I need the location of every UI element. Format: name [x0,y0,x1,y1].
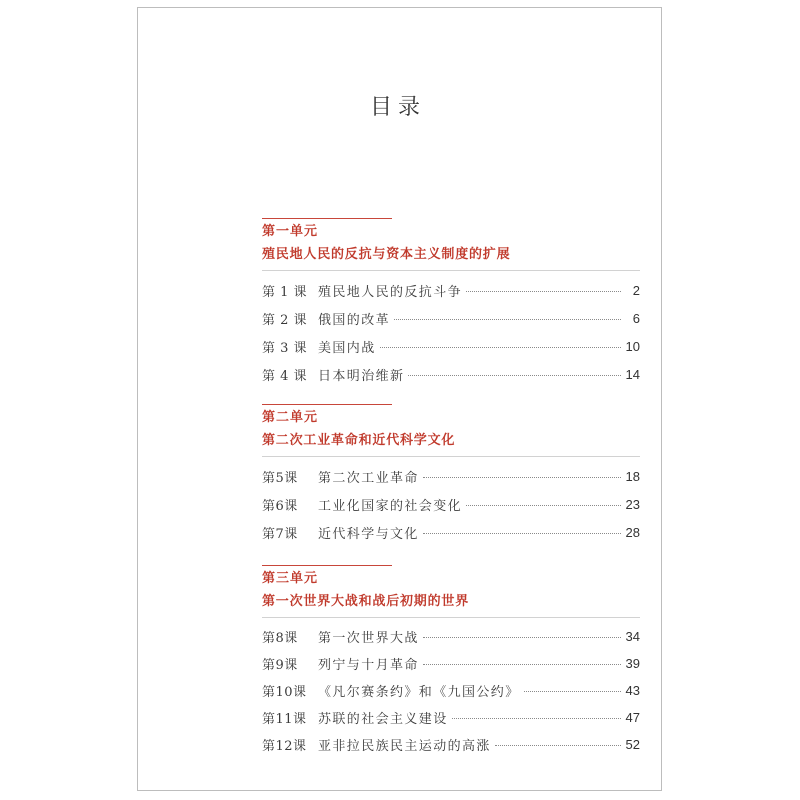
lesson-number: 第12课 [262,739,307,754]
page-number: 10 [625,338,640,354]
dot-leader [408,375,620,376]
page-number: 14 [625,366,640,382]
lesson-number: 第11课 [262,712,307,727]
lesson-title: 俄国的改革 [318,312,391,328]
lesson-title: 《凡尔赛条约》和《九国公约》 [318,685,520,700]
dot-leader [423,477,621,478]
lesson-number: 第9课 [262,658,298,673]
unit-subtitle: 第二次工业革命和近代科学文化 [262,433,456,448]
lesson-number: 第 1 课 [262,284,308,300]
lesson-number: 第 3 课 [262,340,308,356]
lesson-number: 第7课 [262,526,298,542]
dot-leader [524,691,621,692]
lesson-number: 第6课 [262,498,298,514]
grey-rule [262,617,640,618]
unit-2 [262,404,640,546]
lesson-list [262,276,640,388]
page-number: 47 [625,710,640,725]
dot-leader [380,347,621,348]
dot-leader [495,745,621,746]
page-number: 23 [625,496,640,512]
lesson-number: 第10课 [262,685,307,700]
lesson-title: 第一次世界大战 [318,631,419,646]
lesson-row [262,276,640,304]
page-number: 18 [625,468,640,484]
dot-leader [466,291,621,292]
page-number: 6 [632,310,640,326]
lesson-row [262,677,640,704]
lesson-list [262,462,640,546]
page-number: 39 [625,656,640,671]
lesson-number: 第5课 [262,470,298,486]
lesson-title: 苏联的社会主义建设 [318,712,448,727]
unit-label: 第二单元 [262,410,319,425]
lesson-title: 美国内战 [318,340,376,356]
lesson-row [262,704,640,731]
unit-1 [262,218,640,388]
dot-leader [452,718,621,719]
lesson-row [262,304,640,332]
unit-3 [262,565,640,758]
lesson-row [262,731,640,758]
lesson-row [262,490,640,518]
lesson-title: 日本明治维新 [318,368,405,384]
page-number: 28 [625,524,640,540]
dot-leader [423,664,621,665]
unit-subtitle: 殖民地人民的反抗与资本主义制度的扩展 [262,247,511,262]
red-rule [262,404,392,405]
dot-leader [423,637,621,638]
lesson-number: 第 2 课 [262,312,308,328]
lesson-row [262,462,640,490]
lesson-row [262,623,640,650]
red-rule [262,565,392,566]
lesson-title: 列宁与十月革命 [318,658,419,673]
lesson-title: 工业化国家的社会变化 [318,498,463,514]
lesson-number: 第8课 [262,631,298,646]
lesson-title: 亚非拉民族民主运动的高涨 [318,739,491,754]
unit-subtitle: 第一次世界大战和战后初期的世界 [262,594,470,609]
lesson-title: 第二次工业革命 [318,470,419,486]
page-number: 2 [632,282,640,298]
page-number: 43 [625,683,640,698]
lesson-row [262,518,640,546]
lesson-title: 近代科学与文化 [318,526,419,542]
dot-leader [394,319,621,320]
lesson-row [262,650,640,677]
toc-title: 目录 [369,95,426,120]
red-rule [262,218,392,219]
unit-label: 第三单元 [262,571,319,586]
unit-label: 第一单元 [262,224,319,239]
grey-rule [262,270,640,271]
page-number: 52 [625,737,640,752]
lesson-title: 殖民地人民的反抗斗争 [318,284,463,300]
grey-rule [262,456,640,457]
lesson-row [262,360,640,388]
lesson-list [262,623,640,758]
lesson-row [262,332,640,360]
dot-leader [466,505,621,506]
lesson-number: 第 4 课 [262,368,308,384]
dot-leader [423,533,621,534]
page-number: 34 [625,629,640,644]
